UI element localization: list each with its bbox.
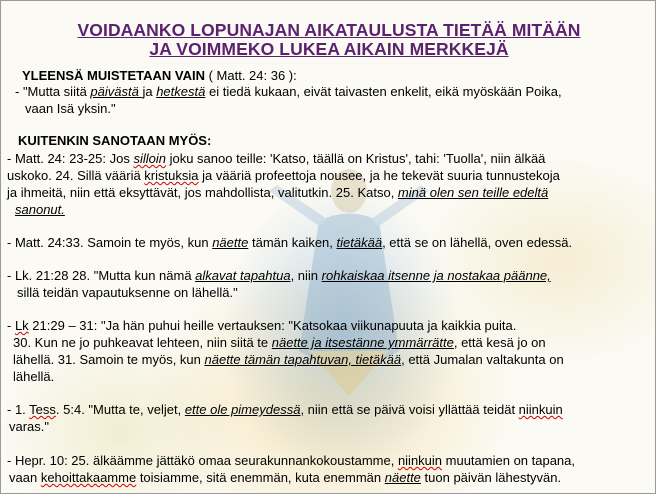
text-run: Lk bbox=[14, 318, 29, 333]
verse-lk-21-29-line-1 bbox=[7, 317, 516, 335]
verse-hepr-10-25-line-2 bbox=[9, 469, 561, 487]
text-run: näette ja itsestänne ymmärrätte bbox=[271, 335, 454, 350]
text-run: , että kesä jo on bbox=[453, 335, 546, 350]
text-run: kristuksia bbox=[144, 168, 199, 183]
text-run: - Hepr. 10: 25. älkäämme jättäkö omaa seurakunnankokoustamme, bbox=[7, 453, 398, 468]
text-run: päivästä bbox=[90, 84, 143, 99]
title-line-1: VOIDAANKO LOPUNAJAN AIKATAULUSTA TIETÄÄ MITÄÄN bbox=[77, 20, 581, 40]
text-run: niinkuin bbox=[397, 453, 443, 468]
verse-hepr-10-25-line-1 bbox=[7, 452, 575, 470]
text-run: niinkuin bbox=[518, 402, 563, 417]
text-run: ei tiedä kukaan, eivät taivasten enkelit, eikä myöskään Poika, bbox=[205, 84, 562, 99]
verse-matt-24-36-line-2: vaan Isä yksin." bbox=[25, 101, 116, 116]
verse-matt-24-36-line-1 bbox=[15, 83, 562, 101]
text-run: tämän kaiken, bbox=[248, 235, 337, 250]
verse-lk-21-28-line-2: sillä teidän vapautuksenne on lähellä." bbox=[17, 285, 238, 300]
section2-heading: KUITENKIN SANOTAAN MYÖS: bbox=[18, 133, 212, 148]
text-run: näette bbox=[212, 235, 249, 250]
text-run: - Matt. 24: 23-25: Jos bbox=[7, 151, 134, 166]
section1-heading-line bbox=[22, 67, 297, 85]
verse-lk-21-28-line-1 bbox=[7, 267, 551, 285]
text-run: kehoittakaamme bbox=[40, 470, 137, 485]
text-run: - 1. bbox=[7, 402, 30, 417]
text-run: 21:29 – 31: "Ja hän puhui heille vertauksen: "Katsokaa viikunapuuta ja kaikkia puita. bbox=[28, 318, 517, 333]
text-run: hetkestä bbox=[156, 84, 206, 99]
text-run: - Lk. 21:28 28. "Mutta kun nämä bbox=[7, 268, 196, 283]
text-run: ja ihmeitä, niin että eksyttävät, jos mahdollista, valitutkin. 25. Katso, bbox=[7, 185, 398, 200]
text-run: . 5:4. "Mutta te, veljet, bbox=[55, 402, 185, 417]
verse-matt-24-23-line-2 bbox=[7, 167, 560, 185]
verse-matt-24-33 bbox=[7, 234, 572, 252]
title-line-2: JA VOIMMEKO LUKEA AIKAIN MERKKEJÄ bbox=[149, 39, 509, 59]
section1-heading: YLEENSÄ MUISTETAAN VAIN bbox=[22, 68, 205, 83]
verse-lk-21-29-line-3 bbox=[13, 351, 564, 369]
text-run: muutamien on tapana, bbox=[442, 453, 576, 468]
text-run: rohkaiskaa itsenne ja nostakaa päänne, bbox=[321, 268, 551, 283]
verse-matt-24-23-line-3 bbox=[7, 184, 548, 202]
verse-matt-24-23-line-4: sanonut. bbox=[15, 202, 65, 217]
verse-lk-21-29-line-2 bbox=[13, 334, 546, 352]
verse-1-tess-5-4-line-1 bbox=[7, 401, 563, 419]
text-run: ja bbox=[142, 84, 157, 99]
text-run: , että se on lähellä, oven edessä. bbox=[382, 235, 573, 250]
text-run: - Matt. 24:33. Samoin te myös, kun bbox=[7, 235, 213, 250]
text-run: ette ole pimeydessä bbox=[184, 402, 301, 417]
text-run: minä olen sen teille edeltä bbox=[397, 185, 549, 200]
text-run: tuon päivän lähestyvän. bbox=[420, 470, 562, 485]
text-run: toisiamme, sitä enemmän, kuta enemmän bbox=[136, 470, 385, 485]
verse-matt-24-23-line-1 bbox=[7, 150, 545, 168]
verse-1-tess-5-4-line-2: varas." bbox=[9, 419, 50, 434]
text-run: uskoko. 24. Sillä vääriä bbox=[7, 168, 145, 183]
text-run: silloin bbox=[133, 151, 166, 166]
text-run: - "Mutta siitä bbox=[15, 84, 91, 99]
text-run: ja vääriä profeettoja nousee, ja he tekevät suuria tunnustekoja bbox=[198, 168, 560, 183]
text-run: alkavat tapahtua bbox=[195, 268, 291, 283]
section1-reference: ( Matt. 24: 36 ): bbox=[204, 68, 297, 83]
text-run: , että Jumalan valtakunta on bbox=[401, 352, 564, 367]
text-run: tietäkää bbox=[336, 235, 383, 250]
text-run: - bbox=[7, 318, 15, 333]
text-run: joku sanoo teille: 'Katso, täällä on Kristus', tahi: 'Tuolla', niin älkää bbox=[165, 151, 546, 166]
text-run: , niin että se päivä voisi yllättää teidät bbox=[300, 402, 519, 417]
text-run: , niin bbox=[290, 268, 322, 283]
text-run: Tess bbox=[29, 402, 56, 417]
text-run: 30. Kun ne jo puhkeavat lehteen, niin siitä te bbox=[13, 335, 272, 350]
text-run: näette tämän tapahtuvan, tietäkää bbox=[204, 352, 402, 367]
text-run: vaan bbox=[9, 470, 41, 485]
text-run: näette bbox=[384, 470, 421, 485]
verse-lk-21-29-line-4: lähellä. bbox=[13, 369, 55, 384]
text-run: lähellä. 31. Samoin te myös, kun bbox=[13, 352, 205, 367]
